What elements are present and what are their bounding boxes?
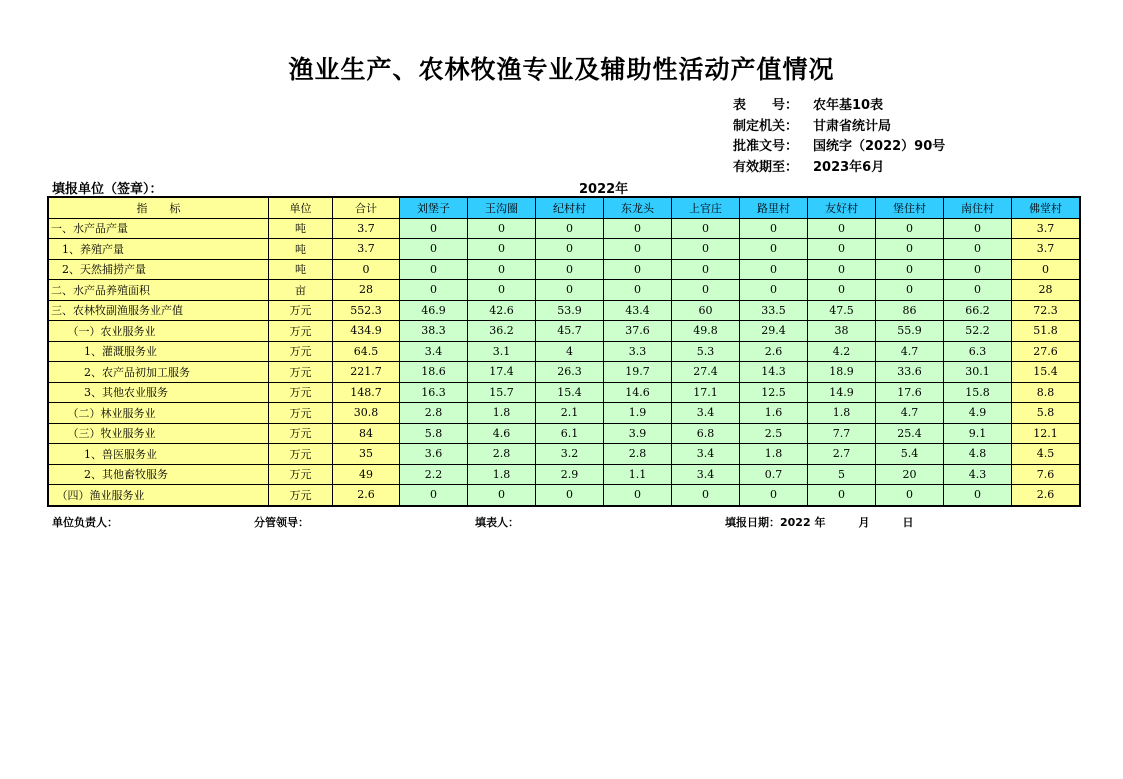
row-village-value: 4.7 [876,341,944,362]
header-row [48,197,1080,218]
row-village-value: 0 [808,280,876,301]
row-village-value: 33.5 [740,300,808,321]
row-village-value: 0 [944,239,1012,260]
row-village-value: 55.9 [876,321,944,342]
row-village-value: 4.7 [876,403,944,424]
row-village-value: 18.9 [808,362,876,383]
row-village-value: 2.5 [740,423,808,444]
row-village-value: 0 [808,259,876,280]
row-total: 148.7 [333,382,400,403]
row-village-value: 45.7 [536,321,604,342]
row-village-value: 0 [468,485,536,506]
row-total: 64.5 [333,341,400,362]
row-village-value: 0 [740,280,808,301]
header-total: 合计 [333,197,400,218]
row-unit: 吨 [269,218,333,239]
row-village-value: 3.3 [604,341,672,362]
table-row [48,259,1080,280]
row-village-value: 2.8 [604,444,672,465]
row-unit: 万元 [269,382,333,403]
row-indicator: 1、灌溉服务业 [48,341,269,362]
data-table [47,196,1081,507]
row-village-value: 0 [536,259,604,280]
row-unit: 万元 [269,362,333,383]
row-village-value: 27.4 [672,362,740,383]
row-village-value: 36.2 [468,321,536,342]
row-village-value: 0 [468,239,536,260]
row-village-value: 0 [876,280,944,301]
row-village-value: 17.4 [468,362,536,383]
row-village-value: 0 [536,239,604,260]
row-village-value: 28 [1012,280,1081,301]
row-village-value: 0 [468,259,536,280]
row-village-value: 12.5 [740,382,808,403]
row-village-value: 46.9 [400,300,468,321]
row-total: 3.7 [333,239,400,260]
row-village-value: 3.4 [672,444,740,465]
row-village-value: 25.4 [876,423,944,444]
row-village-value: 3.2 [536,444,604,465]
header-village: 东龙头 [604,197,672,218]
row-unit: 万元 [269,423,333,444]
report-meta [733,96,945,178]
row-village-value: 0 [808,218,876,239]
row-village-value: 66.2 [944,300,1012,321]
row-village-value: 2.2 [400,464,468,485]
row-total: 28 [333,280,400,301]
row-village-value: 0 [536,485,604,506]
row-indicator: 3、其他农业服务 [48,382,269,403]
table-row [48,300,1080,321]
row-indicator: 一、水产品产量 [48,218,269,239]
row-village-value: 0 [876,485,944,506]
row-village-value: 4.2 [808,341,876,362]
row-village-value: 15.8 [944,382,1012,403]
row-village-value: 4.9 [944,403,1012,424]
table-row [48,280,1080,301]
row-village-value: 14.6 [604,382,672,403]
row-village-value: 17.1 [672,382,740,403]
row-village-value: 47.5 [808,300,876,321]
header-village: 堡住村 [876,197,944,218]
table-row [48,382,1080,403]
row-indicator: 二、水产品养殖面积 [48,280,269,301]
row-village-value: 8.8 [1012,382,1081,403]
row-indicator: （四）渔业服务业 [48,485,269,506]
row-village-value: 2.1 [536,403,604,424]
header-village: 上官庄 [672,197,740,218]
meta-label-form-no: 表 号： [733,98,799,113]
footer-preparer: 填表人： [475,516,519,529]
table-header [48,197,1080,218]
row-village-value: 2.7 [808,444,876,465]
row-village-value: 53.9 [536,300,604,321]
row-village-value: 0 [468,218,536,239]
row-village-value: 2.6 [740,341,808,362]
row-village-value: 0 [400,259,468,280]
row-village-value: 1.9 [604,403,672,424]
footer-leader: 单位负责人： [52,516,118,529]
row-village-value: 0 [1012,259,1081,280]
row-total: 434.9 [333,321,400,342]
row-indicator: 1、兽医服务业 [48,444,269,465]
row-village-value: 0 [672,239,740,260]
row-village-value: 1.8 [808,403,876,424]
meta-row-approval [733,137,945,158]
row-village-value: 0.7 [740,464,808,485]
row-village-value: 0 [604,259,672,280]
row-village-value: 1.6 [740,403,808,424]
row-village-value: 16.3 [400,382,468,403]
row-village-value: 0 [604,280,672,301]
row-village-value: 17.6 [876,382,944,403]
row-village-value: 0 [808,239,876,260]
row-village-value: 15.7 [468,382,536,403]
row-village-value: 1.8 [468,403,536,424]
row-village-value: 51.8 [1012,321,1081,342]
meta-value-authority: 甘肃省统计局 [813,118,892,134]
row-village-value: 49.8 [672,321,740,342]
row-village-value: 1.1 [604,464,672,485]
row-village-value: 20 [876,464,944,485]
row-village-value: 14.3 [740,362,808,383]
table-row [48,362,1080,383]
table-row [48,341,1080,362]
row-unit: 万元 [269,444,333,465]
table-row [48,239,1080,260]
row-total: 35 [333,444,400,465]
row-village-value: 3.9 [604,423,672,444]
row-unit: 万元 [269,321,333,342]
row-village-value: 30.1 [944,362,1012,383]
row-indicator: （三）牧业服务业 [48,423,269,444]
row-village-value: 5.8 [1012,403,1081,424]
row-village-value: 0 [740,259,808,280]
row-village-value: 2.9 [536,464,604,485]
header-village: 路里村 [740,197,808,218]
row-village-value: 0 [672,218,740,239]
row-village-value: 0 [876,239,944,260]
row-village-value: 15.4 [536,382,604,403]
row-village-value: 33.6 [876,362,944,383]
header-village: 南住村 [944,197,1012,218]
row-village-value: 52.2 [944,321,1012,342]
row-village-value: 43.4 [604,300,672,321]
meta-row-form-no [733,96,945,117]
row-unit: 万元 [269,341,333,362]
row-village-value: 0 [876,259,944,280]
row-village-value: 0 [672,259,740,280]
row-village-value: 1.8 [468,464,536,485]
row-village-value: 27.6 [1012,341,1081,362]
meta-value-valid-until: 2023年6月 [813,159,885,175]
row-village-value: 4.5 [1012,444,1081,465]
row-village-value: 0 [536,280,604,301]
row-village-value: 6.3 [944,341,1012,362]
row-village-value: 4 [536,341,604,362]
row-village-value: 15.4 [1012,362,1081,383]
header-village: 纪村村 [536,197,604,218]
row-village-value: 0 [944,280,1012,301]
header-village: 王沟圈 [468,197,536,218]
row-village-value: 4.6 [468,423,536,444]
row-village-value: 0 [740,485,808,506]
row-village-value: 3.6 [400,444,468,465]
row-total: 552.3 [333,300,400,321]
row-village-value: 0 [808,485,876,506]
row-total: 2.6 [333,485,400,506]
header-unit: 单位 [269,197,333,218]
row-village-value: 14.9 [808,382,876,403]
row-village-value: 6.1 [536,423,604,444]
row-indicator: （二）林业服务业 [48,403,269,424]
row-total: 3.7 [333,218,400,239]
row-village-value: 38.3 [400,321,468,342]
row-village-value: 7.6 [1012,464,1081,485]
table-row [48,218,1080,239]
meta-row-valid-until [733,158,945,179]
filler-unit-label: 填报单位（签章）： [52,182,163,197]
footer-supervisor: 分管领导： [254,516,309,529]
row-village-value: 0 [672,485,740,506]
row-village-value: 5 [808,464,876,485]
row-unit: 亩 [269,280,333,301]
row-village-value: 3.1 [468,341,536,362]
meta-label-authority: 制定机关： [733,118,799,134]
table-row [48,444,1080,465]
table-row [48,403,1080,424]
table-row [48,464,1080,485]
header-indicator: 指 标 [48,197,269,218]
table-row [48,423,1080,444]
row-village-value: 2.8 [400,403,468,424]
meta-label-valid-until: 有效期至： [733,159,799,175]
row-village-value: 37.6 [604,321,672,342]
row-village-value: 0 [604,218,672,239]
row-indicator: 2、其他畜牧服务 [48,464,269,485]
row-village-value: 0 [672,280,740,301]
row-village-value: 5.8 [400,423,468,444]
row-village-value: 42.6 [468,300,536,321]
row-village-value: 0 [468,280,536,301]
table-row [48,485,1080,506]
row-village-value: 7.7 [808,423,876,444]
row-village-value: 4.8 [944,444,1012,465]
row-village-value: 3.7 [1012,218,1081,239]
row-unit: 吨 [269,259,333,280]
row-village-value: 26.3 [536,362,604,383]
row-village-value: 5.4 [876,444,944,465]
row-indicator: （一）农业服务业 [48,321,269,342]
row-unit: 万元 [269,403,333,424]
row-indicator: 三、农林牧副渔服务业产值 [48,300,269,321]
meta-value-approval: 国统字（2022）90号 [813,139,946,154]
row-village-value: 1.8 [740,444,808,465]
table-body [48,218,1080,506]
row-village-value: 12.1 [1012,423,1081,444]
row-indicator: 1、养殖产量 [48,239,269,260]
row-village-value: 0 [536,218,604,239]
row-village-value: 0 [740,218,808,239]
row-village-value: 2.8 [468,444,536,465]
row-indicator: 2、天然捕捞产量 [48,259,269,280]
row-total: 0 [333,259,400,280]
table-row [48,321,1080,342]
row-village-value: 0 [604,485,672,506]
row-total: 49 [333,464,400,485]
row-unit: 万元 [269,464,333,485]
row-village-value: 0 [400,485,468,506]
row-village-value: 0 [604,239,672,260]
row-total: 30.8 [333,403,400,424]
row-village-value: 19.7 [604,362,672,383]
row-village-value: 3.7 [1012,239,1081,260]
row-village-value: 0 [876,218,944,239]
row-village-value: 0 [400,239,468,260]
meta-label-approval: 批准文号： [733,139,799,154]
row-village-value: 0 [400,218,468,239]
row-village-value: 4.3 [944,464,1012,485]
row-village-value: 0 [400,280,468,301]
row-village-value: 3.4 [672,403,740,424]
row-indicator: 2、农产品初加工服务 [48,362,269,383]
row-village-value: 2.6 [1012,485,1081,506]
meta-value-form-no: 农年基10表 [813,98,884,113]
header-village: 友好村 [808,197,876,218]
header-village: 刘堡子 [400,197,468,218]
report-year: 2022年 [579,182,629,197]
meta-row-authority [733,117,945,138]
row-village-value: 86 [876,300,944,321]
report-title: 渔业生产、农林牧渔专业及辅助性活动产值情况 [288,55,835,84]
row-village-value: 38 [808,321,876,342]
footer-date: 填报日期：2022 年 月 日 [725,516,914,529]
row-village-value: 29.4 [740,321,808,342]
row-village-value: 5.3 [672,341,740,362]
row-village-value: 9.1 [944,423,1012,444]
row-village-value: 72.3 [1012,300,1081,321]
row-village-value: 0 [944,218,1012,239]
row-unit: 万元 [269,485,333,506]
row-total: 84 [333,423,400,444]
row-village-value: 0 [944,485,1012,506]
row-unit: 吨 [269,239,333,260]
row-village-value: 0 [944,259,1012,280]
row-unit: 万元 [269,300,333,321]
row-village-value: 3.4 [672,464,740,485]
row-village-value: 18.6 [400,362,468,383]
row-total: 221.7 [333,362,400,383]
header-village: 佛堂村 [1012,197,1081,218]
row-village-value: 60 [672,300,740,321]
row-village-value: 6.8 [672,423,740,444]
row-village-value: 3.4 [400,341,468,362]
row-village-value: 0 [740,239,808,260]
